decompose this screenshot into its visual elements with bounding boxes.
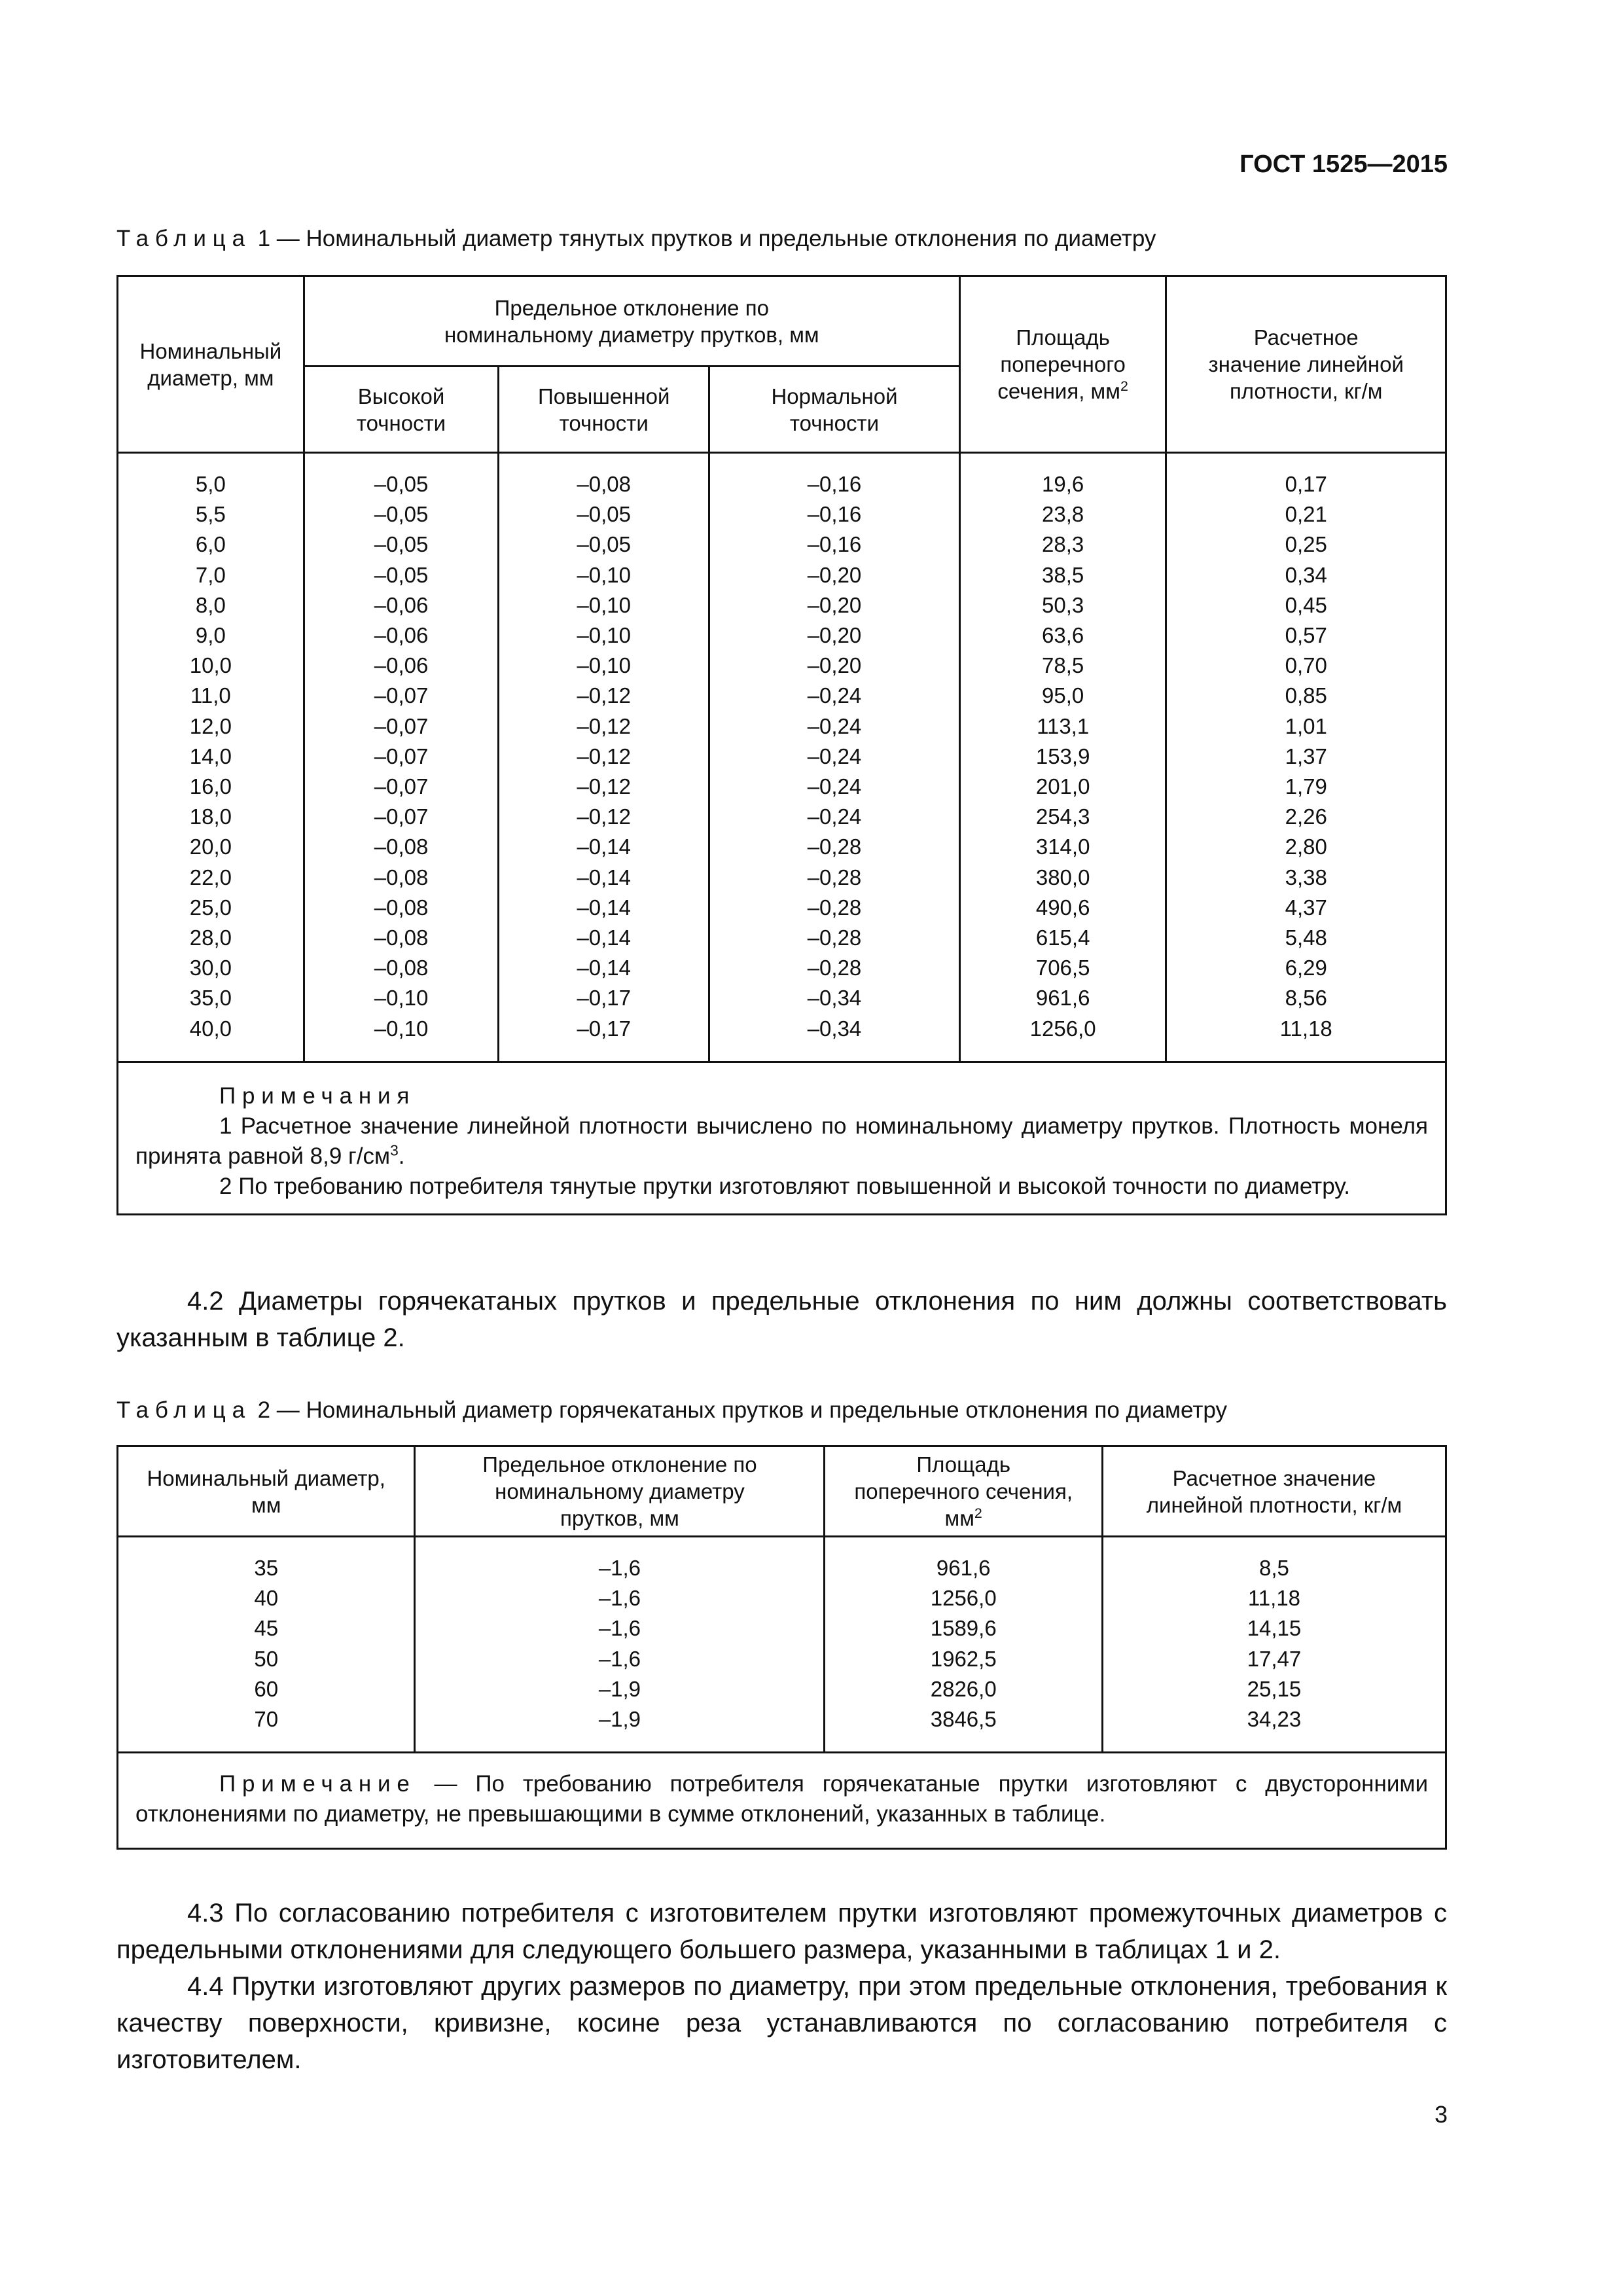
- table2: [116, 1445, 1447, 1850]
- table1-caption-text: 1 — Номинальный диаметр тянутых прутков и предельные отклонения по диаметру: [251, 226, 1156, 251]
- cell-density: 17,47: [1102, 1644, 1446, 1674]
- cell-increased: –0,12: [499, 711, 709, 742]
- cell-normal: –0,20: [709, 560, 960, 590]
- cell-density: 8,5: [1102, 1537, 1446, 1584]
- cell-area: 706,5: [959, 953, 1166, 983]
- cell-normal: –0,24: [709, 681, 960, 711]
- t1-note-1: 1 Расчетное значение линейной плотности вычислено по номинальному диаметру прутков. Плотность монеля принята равной 8,9 $г/см^3$.: [135, 1113, 1428, 1169]
- cell-increased: –0,17: [499, 983, 709, 1013]
- t1-header-area: Площадь поперечного сечения, $мм^2$: [959, 276, 1166, 453]
- t1-header-increased: Повышенной точности: [499, 367, 709, 453]
- cell-area: 19,6: [959, 453, 1166, 500]
- table1-body: [118, 453, 1446, 1062]
- cell-density: 4,37: [1166, 893, 1446, 923]
- cell-nominal: 25,0: [118, 893, 304, 923]
- table-row: [118, 863, 1446, 893]
- cell-density: 25,15: [1102, 1674, 1446, 1704]
- table-row: [118, 953, 1446, 983]
- cell-normal: –0,16: [709, 453, 960, 500]
- cell-normal: –0,24: [709, 711, 960, 742]
- cell-increased: –0,12: [499, 772, 709, 802]
- cell-normal: –0,20: [709, 590, 960, 620]
- cell-density: 0,57: [1166, 620, 1446, 651]
- cell-normal: –0,20: [709, 651, 960, 681]
- cell-nominal: 10,0: [118, 651, 304, 681]
- table-row: [118, 681, 1446, 711]
- cell-high: –0,07: [304, 711, 499, 742]
- table-row: [118, 560, 1446, 590]
- table-row: [118, 742, 1446, 772]
- cell-normal: –0,34: [709, 1014, 960, 1062]
- cell-increased: –0,14: [499, 863, 709, 893]
- cell-nominal: 11,0: [118, 681, 304, 711]
- cell-nominal: 28,0: [118, 923, 304, 953]
- cell-high: –0,05: [304, 560, 499, 590]
- table-row: [118, 893, 1446, 923]
- cell-nominal: 5,0: [118, 453, 304, 500]
- cell-density: 0,21: [1166, 499, 1446, 529]
- cell-increased: –0,14: [499, 832, 709, 862]
- table-row: [118, 802, 1446, 832]
- cell-increased: –0,12: [499, 802, 709, 832]
- page-number: 3: [1434, 2101, 1448, 2128]
- cell-nominal: 6,0: [118, 529, 304, 560]
- t2-header-density: Расчетное значение линейной плотности, кг/м: [1102, 1446, 1446, 1537]
- cell-density: 1,01: [1166, 711, 1446, 742]
- cell-nominal: 5,5: [118, 499, 304, 529]
- t2-note-text: — По требованию потребителя горячекатаные прутки изготовляют с двусторонними отклонениями по диаметру, не превышающими в сумме отклонений, указанных в таблице.: [135, 1771, 1428, 1827]
- cell-nominal: 8,0: [118, 590, 304, 620]
- cell-density: 1,37: [1166, 742, 1446, 772]
- cell-normal: –0,24: [709, 802, 960, 832]
- cell-normal: –0,24: [709, 772, 960, 802]
- table-row: [118, 1014, 1446, 1062]
- t1-notes-title: Примечания: [219, 1083, 416, 1109]
- cell-area: 254,3: [959, 802, 1166, 832]
- table-row: [118, 499, 1446, 529]
- cell-high: –0,07: [304, 802, 499, 832]
- cell-increased: –0,14: [499, 923, 709, 953]
- cell-increased: –0,14: [499, 953, 709, 983]
- paragraph-4-2: 4.2 Диаметры горячекатаных прутков и предельные отклонения по ним должны соответствовать указанным в таблице 2.: [116, 1287, 1447, 1352]
- table-row: [118, 772, 1446, 802]
- cell-area: 314,0: [959, 832, 1166, 862]
- cell-normal: –0,34: [709, 983, 960, 1013]
- cell-increased: –0,05: [499, 529, 709, 560]
- cell-deviation: –1,9: [415, 1704, 825, 1753]
- document-id: ГОСТ 1525—2015: [1240, 151, 1448, 178]
- table-row: [118, 1644, 1446, 1674]
- cell-nominal: 18,0: [118, 802, 304, 832]
- t1-header-nominal: Номинальный диаметр, мм: [118, 276, 304, 453]
- cell-density: 8,56: [1166, 983, 1446, 1013]
- paragraphs-4-3-4-4: [116, 1895, 1447, 2078]
- table-row: [118, 711, 1446, 742]
- cell-area: 380,0: [959, 863, 1166, 893]
- cell-high: –0,08: [304, 863, 499, 893]
- cell-density: 11,18: [1166, 1014, 1446, 1062]
- paragraph-4-4: 4.4 Прутки изготовляют других размеров по диаметру, при этом предельные отклонения, требования к качеству поверхности, кривизне, косине реза устанавливаются по согласованию потребителя с изготовителем.: [116, 1972, 1447, 2074]
- cell-normal: –0,24: [709, 742, 960, 772]
- cell-increased: –0,10: [499, 651, 709, 681]
- cell-density: 0,34: [1166, 560, 1446, 590]
- cell-nominal: 40: [118, 1583, 415, 1613]
- cell-area: 95,0: [959, 681, 1166, 711]
- cell-nominal: 40,0: [118, 1014, 304, 1062]
- cell-increased: –0,05: [499, 499, 709, 529]
- cell-deviation: –1,6: [415, 1583, 825, 1613]
- table-row: [118, 1674, 1446, 1704]
- cell-high: –0,06: [304, 620, 499, 651]
- table1: [116, 275, 1447, 1215]
- cell-deviation: –1,9: [415, 1674, 825, 1704]
- table-row: [118, 651, 1446, 681]
- cell-high: –0,05: [304, 453, 499, 500]
- table1-caption-word: Таблица: [116, 226, 251, 251]
- cell-high: –0,05: [304, 529, 499, 560]
- cell-nominal: 50: [118, 1644, 415, 1674]
- cell-nominal: 20,0: [118, 832, 304, 862]
- cell-area: 961,6: [959, 983, 1166, 1013]
- cell-area: 1589,6: [825, 1613, 1102, 1643]
- cell-density: 34,23: [1102, 1704, 1446, 1753]
- cell-density: 14,15: [1102, 1613, 1446, 1643]
- table-row: [118, 923, 1446, 953]
- table2-caption-word: Таблица: [116, 1397, 251, 1423]
- cell-deviation: –1,6: [415, 1537, 825, 1584]
- table2-caption-text: 2 — Номинальный диаметр горячекатаных прутков и предельные отклонения по диаметру: [251, 1397, 1227, 1423]
- cell-area: 23,8: [959, 499, 1166, 529]
- cell-area: 113,1: [959, 711, 1166, 742]
- cell-nominal: 60: [118, 1674, 415, 1704]
- t1-header-deviation-group: Предельное отклонение по номинальному диаметру прутков, мм: [304, 276, 959, 367]
- cell-increased: –0,08: [499, 453, 709, 500]
- cell-nominal: 70: [118, 1704, 415, 1753]
- table-row: [118, 983, 1446, 1013]
- cell-high: –0,06: [304, 590, 499, 620]
- t2-header-nominal: Номинальный диаметр, мм: [118, 1446, 415, 1537]
- cell-area: 63,6: [959, 620, 1166, 651]
- cell-area: 615,4: [959, 923, 1166, 953]
- t2-header-deviation: Предельное отклонение по номинальному диаметру прутков, мм: [415, 1446, 825, 1537]
- cell-density: 0,70: [1166, 651, 1446, 681]
- cell-increased: –0,10: [499, 590, 709, 620]
- cell-normal: –0,28: [709, 893, 960, 923]
- table-row: [118, 453, 1446, 500]
- cell-nominal: 7,0: [118, 560, 304, 590]
- t1-header-normal: Нормальной точности: [709, 367, 960, 453]
- cell-normal: –0,20: [709, 620, 960, 651]
- cell-nominal: 35: [118, 1537, 415, 1584]
- table-row: [118, 620, 1446, 651]
- cell-normal: –0,28: [709, 863, 960, 893]
- cell-high: –0,08: [304, 893, 499, 923]
- cell-density: 11,18: [1102, 1583, 1446, 1613]
- cell-high: –0,07: [304, 772, 499, 802]
- t1-note-2: 2 По требованию потребителя тянутые прутки изготовляют повышенной и высокой точности по диаметру.: [219, 1173, 1350, 1199]
- cell-nominal: 14,0: [118, 742, 304, 772]
- table-row: [118, 1583, 1446, 1613]
- table-row: [118, 1613, 1446, 1643]
- cell-high: –0,06: [304, 651, 499, 681]
- table-row: [118, 590, 1446, 620]
- cell-area: 490,6: [959, 893, 1166, 923]
- cell-high: –0,05: [304, 499, 499, 529]
- table2-note: [118, 1753, 1446, 1849]
- cell-density: 0,25: [1166, 529, 1446, 560]
- cell-normal: –0,28: [709, 832, 960, 862]
- table-row: [118, 529, 1446, 560]
- table2-body: [118, 1537, 1446, 1753]
- cell-density: 5,48: [1166, 923, 1446, 953]
- cell-normal: –0,28: [709, 923, 960, 953]
- cell-area: 1962,5: [825, 1644, 1102, 1674]
- cell-area: 961,6: [825, 1537, 1102, 1584]
- cell-increased: –0,12: [499, 742, 709, 772]
- cell-high: –0,07: [304, 681, 499, 711]
- cell-normal: –0,28: [709, 953, 960, 983]
- cell-deviation: –1,6: [415, 1613, 825, 1643]
- table-row: [118, 1537, 1446, 1584]
- cell-density: 2,80: [1166, 832, 1446, 862]
- cell-area: 2826,0: [825, 1674, 1102, 1704]
- t2-note-word: Примечание: [219, 1771, 416, 1797]
- table2-caption: [116, 1397, 1227, 1424]
- cell-increased: –0,17: [499, 1014, 709, 1062]
- cell-normal: –0,16: [709, 499, 960, 529]
- cell-density: 6,29: [1166, 953, 1446, 983]
- cell-nominal: 16,0: [118, 772, 304, 802]
- paragraph-4-3: 4.3 По согласованию потребителя с изготовителем прутки изготовляют промежуточных диаметров с предельными отклонениями для следующего большего размера, указанными в таблицах 1 и 2.: [116, 1899, 1447, 1964]
- t1-header-density: Расчетное значение линейной плотности, кг/м: [1166, 276, 1446, 453]
- cell-area: 1256,0: [959, 1014, 1166, 1062]
- cell-high: –0,10: [304, 1014, 499, 1062]
- cell-high: –0,08: [304, 923, 499, 953]
- cell-high: –0,07: [304, 742, 499, 772]
- cell-increased: –0,10: [499, 560, 709, 590]
- cell-area: 1256,0: [825, 1583, 1102, 1613]
- cell-density: 0,17: [1166, 453, 1446, 500]
- cell-nominal: 22,0: [118, 863, 304, 893]
- cell-density: 0,45: [1166, 590, 1446, 620]
- cell-high: –0,10: [304, 983, 499, 1013]
- t1-header-high: Высокой точности: [304, 367, 499, 453]
- cell-area: 28,3: [959, 529, 1166, 560]
- cell-area: 38,5: [959, 560, 1166, 590]
- t2-header-area: Площадь поперечного сечения, $мм^2$: [825, 1446, 1102, 1537]
- cell-area: 3846,5: [825, 1704, 1102, 1753]
- cell-nominal: 35,0: [118, 983, 304, 1013]
- cell-density: 2,26: [1166, 802, 1446, 832]
- cell-area: 78,5: [959, 651, 1166, 681]
- cell-area: 153,9: [959, 742, 1166, 772]
- cell-high: –0,08: [304, 953, 499, 983]
- cell-increased: –0,12: [499, 681, 709, 711]
- cell-increased: –0,10: [499, 620, 709, 651]
- cell-increased: –0,14: [499, 893, 709, 923]
- cell-density: 3,38: [1166, 863, 1446, 893]
- cell-high: –0,08: [304, 832, 499, 862]
- cell-normal: –0,16: [709, 529, 960, 560]
- table1-caption: [116, 226, 1156, 252]
- table-row: [118, 1704, 1446, 1753]
- cell-density: 1,79: [1166, 772, 1446, 802]
- cell-nominal: 9,0: [118, 620, 304, 651]
- cell-deviation: –1,6: [415, 1644, 825, 1674]
- cell-nominal: 12,0: [118, 711, 304, 742]
- cell-density: 0,85: [1166, 681, 1446, 711]
- cell-area: 50,3: [959, 590, 1166, 620]
- cell-nominal: 45: [118, 1613, 415, 1643]
- cell-nominal: 30,0: [118, 953, 304, 983]
- table1-notes: [118, 1062, 1446, 1214]
- table-row: [118, 832, 1446, 862]
- cell-area: 201,0: [959, 772, 1166, 802]
